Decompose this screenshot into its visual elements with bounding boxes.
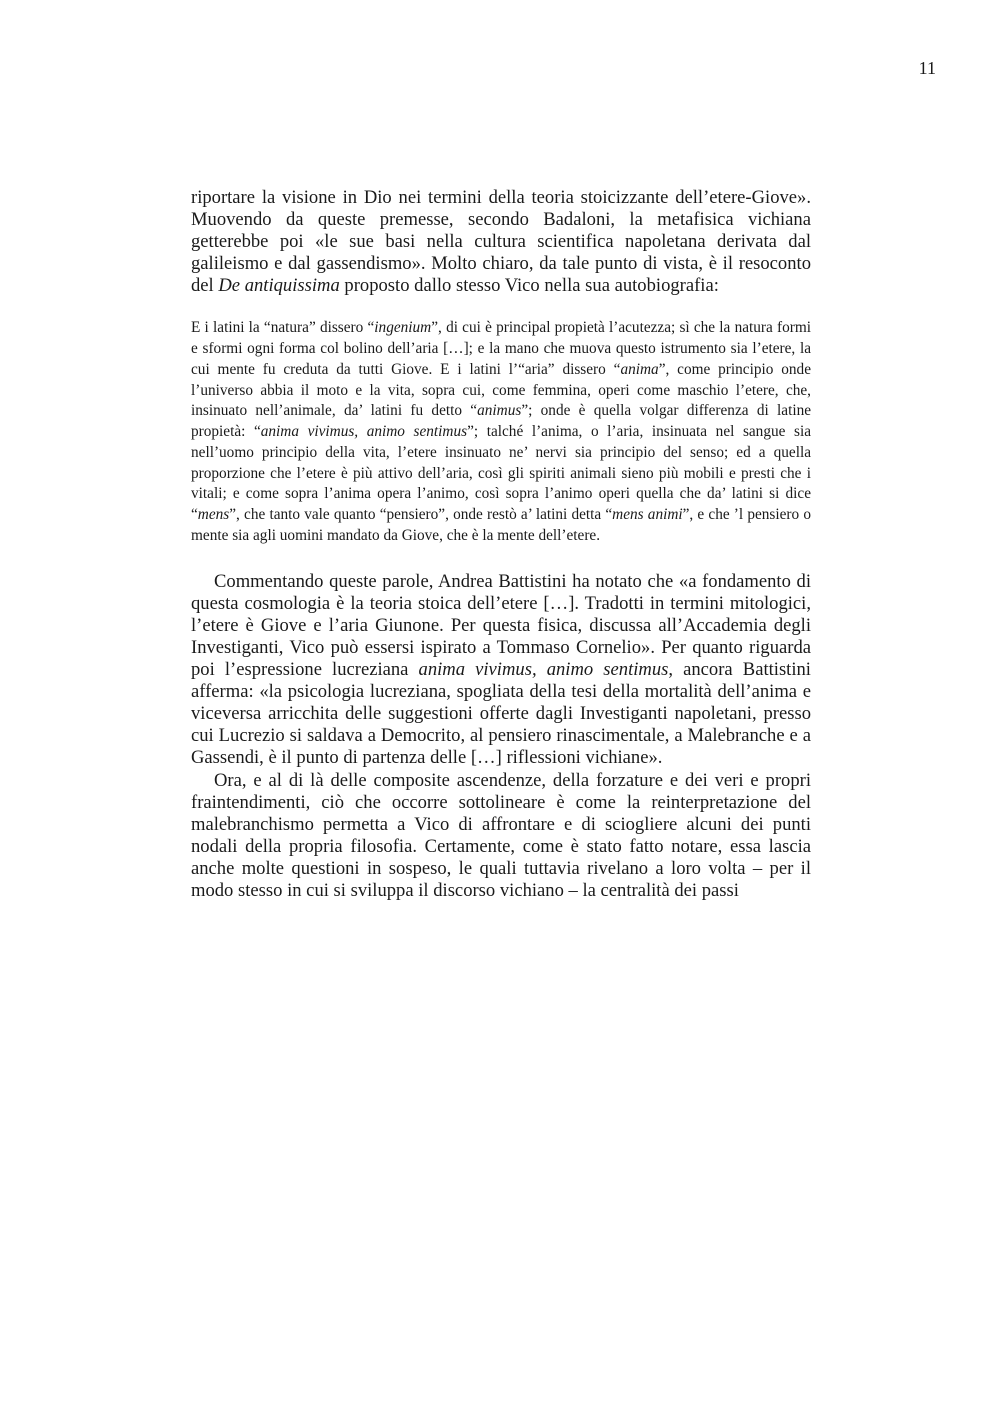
paragraph-3: Ora, e al di là delle composite ascendenze, della forzature e dei veri e propri fraintendimenti, ciò che occorre sottolineare è come la reinterpretazione del malebranchismo permetta a Vico di affrontare e di sciogliere alcuni dei punti nodali della propria filosofia. Certamente, come è stato fatto notare, essa lascia anche molte questioni in sospeso, le quali tuttavia rivelano a loro volta – per il modo stesso in cui si sviluppa il discorso vichiano – la centralità dei passi	[191, 769, 811, 902]
paragraph-1: riportare la visione in Dio nei termini della teoria stoicizzante dell’etere-Giove». Muovendo da queste premesse, secondo Badaloni, la metafisica vichiana getterebbe poi «le sue basi nella cultura scientifica napoletana derivata dal galileismo e dal gassendismo». Molto chiaro, da tale punto di vista, è il resoconto del De antiquissima proposto dallo stesso Vico nella sua autobiografia:	[191, 187, 811, 297]
page-number: 11	[918, 58, 936, 78]
main-text	[191, 187, 811, 902]
paragraph-2: Commentando queste parole, Andrea Battistini ha notato che «a fondamento di questa cosmologia è la teoria stoica dell’etere […]. Tradotti in termini mitologici, l’etere è Giove e l’aria Giunone. Per questa fisica, discussa all’Accademia degli Investiganti, Vico può essersi ispirato a Tommaso Cornelio». Per quanto riguarda poi l’espressione lucreziana anima vivimus, animo sentimus, ancora Battistini afferma: «la psicologia lucreziana, spogliata della tesi della mortalità dell’anima e viceversa arricchita delle suggestioni offerte dagli Investiganti napoletani, presso cui Lucrezio si saldava a Democrito, al pensiero rinascimentale, a Malebranche e a Gassendi, è il punto di partenza delle […] riflessioni vichiane».	[191, 570, 811, 769]
block-quote: E i latini la “natura” dissero “ingenium”, di cui è principal propietà l’acutezza; sì che la natura formi e sformi ogni forma col bolino dell’aria […]; e la mano che muova questo istrumento sia l’etere, la cui mente fu creduta da tutti Giove. E i latini l’“aria” dissero “anima”, come principio onde l’universo abbia il moto e la vita, sopra cui, come femmina, operi come maschio l’etere, che, insinuato nell’animale, da’ latini fu detto “animus”; onde è quella volgar differenza di latine propietà: “anima vivimus, animo sentimus”; talché l’anima, o l’aria, insinuata nel sangue sia nell’uomo principio della vita, l’etere insinuato ne’ nervi sia principio del senso; ed a quella proporzione che l’etere è più attivo dell’aria, così gli spiriti animali sieno più mobili e presti che i vitali; e come sopra l’anima opera l’animo, così sopra l’animo operi quella che da’ latini si dice “mens”, che tanto vale quanto “pensiero”, onde restò a’ latini detta “mens animi”, e che ’l pensiero o mente sia agli uomini mandato da Giove, che è la mente dell’etere.	[191, 319, 812, 544]
